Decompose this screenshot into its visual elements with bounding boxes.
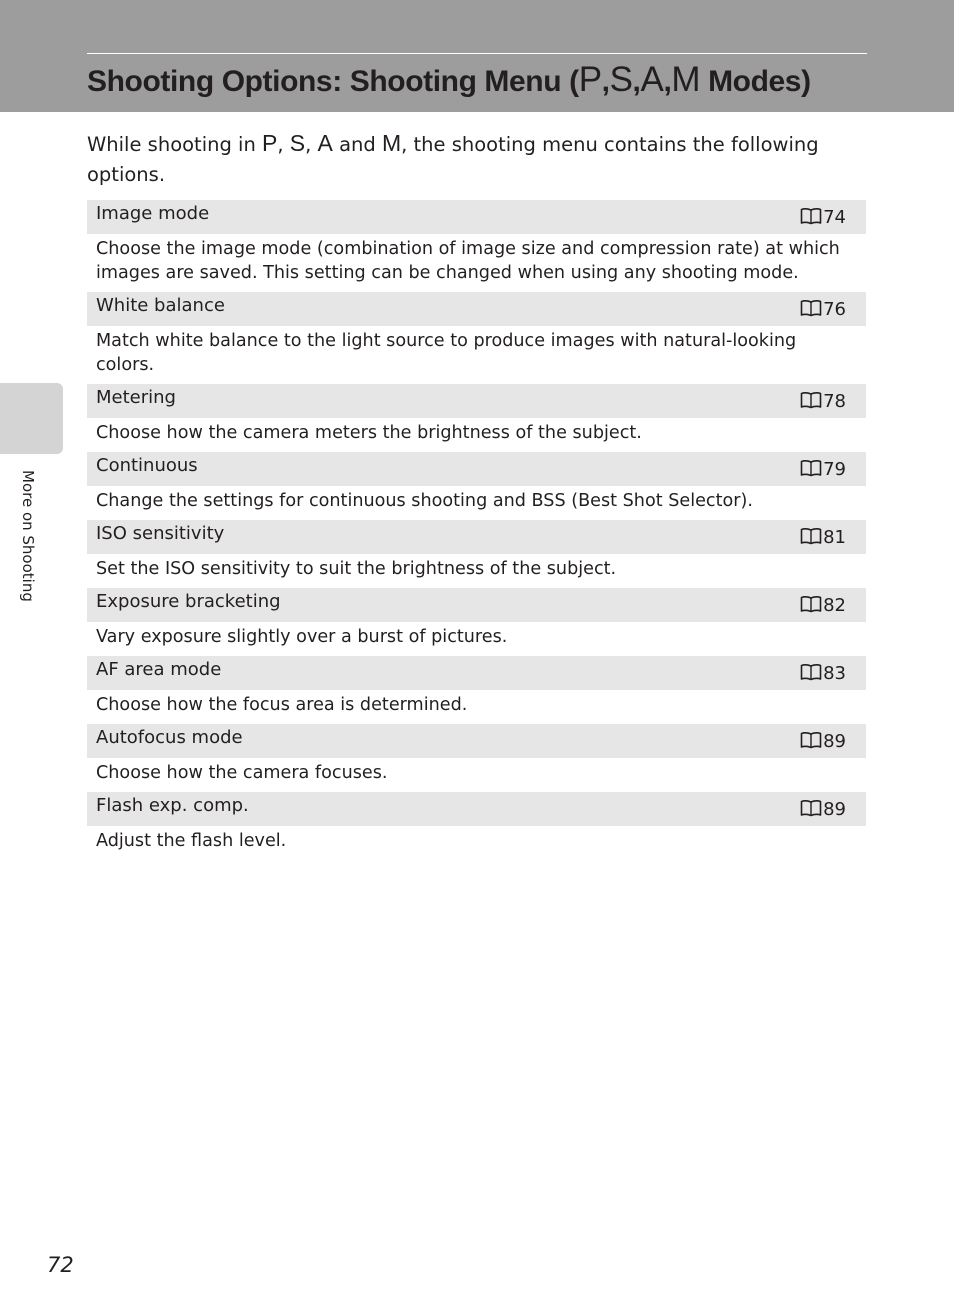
mode-s-symbol: S — [609, 60, 633, 99]
option-page-reference — [800, 457, 846, 482]
side-tab-label: More on Shooting — [19, 470, 37, 602]
option-page-reference — [800, 593, 846, 618]
book-reference-icon — [800, 207, 822, 225]
book-reference-icon — [800, 299, 822, 317]
option-row — [87, 724, 866, 758]
option-description: Set the ISO sensitivity to suit the brightness of the subject. — [96, 559, 617, 579]
option-row — [87, 452, 866, 486]
option-name: AF area mode — [96, 659, 222, 680]
book-reference-icon — [800, 391, 822, 409]
options-table — [87, 200, 866, 860]
book-reference-icon — [800, 595, 822, 613]
mode-p-symbol: P — [578, 60, 602, 99]
option-page-number: 78 — [823, 391, 846, 412]
option-name: Image mode — [96, 203, 210, 224]
option-name: Continuous — [96, 455, 198, 476]
option-description: Match white balance to the light source to produce images with natural-looking colors. — [96, 331, 797, 375]
option-description: Choose how the camera focuses. — [96, 763, 388, 783]
option-name: Metering — [96, 387, 176, 408]
option-row — [87, 200, 866, 234]
option-description: Vary exposure slightly over a burst of pictures. — [96, 627, 508, 647]
option-page-reference — [800, 297, 846, 322]
option-row — [87, 792, 866, 826]
header-band — [0, 0, 954, 112]
option-name: Flash exp. comp. — [96, 795, 249, 816]
option-description: Change the settings for continuous shooting and BSS (Best Shot Selector). — [96, 491, 753, 511]
book-reference-icon — [800, 459, 822, 477]
page-number: 72 — [47, 1253, 74, 1277]
option-page-reference — [800, 797, 846, 822]
option-page-number: 76 — [823, 299, 846, 320]
option-description: Choose how the camera meters the brightness of the subject. — [96, 423, 642, 443]
option-page-number: 81 — [823, 527, 846, 548]
title-prefix: Shooting Options: Shooting Menu ( — [87, 65, 579, 98]
option-page-number: 82 — [823, 595, 846, 616]
header-divider — [87, 53, 867, 54]
book-reference-icon — [800, 663, 822, 681]
intro-mode-p-symbol: P — [262, 130, 278, 156]
mode-m-symbol: M — [671, 60, 701, 99]
option-row — [87, 292, 866, 326]
option-page-reference — [800, 661, 846, 686]
intro-text-and: and — [332, 133, 382, 156]
option-row — [87, 656, 866, 690]
option-name: Exposure bracketing — [96, 591, 281, 612]
option-page-number: 74 — [823, 207, 846, 228]
option-description: Adjust the flash level. — [96, 831, 287, 851]
intro-text-rest: , the shooting menu contains the following options. — [87, 133, 819, 186]
option-page-number: 79 — [823, 459, 846, 480]
option-name: Autofocus mode — [96, 727, 243, 748]
page-title: Shooting Options: Shooting Menu (P,S,A,M Modes) — [87, 60, 811, 99]
book-reference-icon — [800, 731, 822, 749]
book-reference-icon — [800, 799, 822, 817]
option-page-number: 89 — [823, 731, 846, 752]
intro-text-lead: While shooting in — [87, 133, 263, 156]
side-tab — [0, 383, 63, 454]
option-page-number: 89 — [823, 799, 846, 820]
option-page-reference — [800, 205, 846, 230]
option-name: White balance — [96, 295, 225, 316]
book-reference-icon — [800, 527, 822, 545]
option-name: ISO sensitivity — [96, 523, 225, 544]
title-suffix: Modes) — [700, 65, 811, 98]
option-page-reference — [800, 729, 846, 754]
option-page-reference — [800, 389, 846, 414]
option-page-number: 83 — [823, 663, 846, 684]
mode-a-symbol: A — [640, 60, 664, 99]
option-row — [87, 384, 866, 418]
intro-mode-a-symbol: A — [317, 130, 333, 156]
intro-paragraph: While shooting in P, S, A and M, the shooting menu contains the following options. — [87, 130, 819, 186]
intro-mode-m-symbol: M — [381, 130, 402, 156]
intro-mode-s-symbol: S — [289, 130, 306, 156]
option-description: Choose how the focus area is determined. — [96, 695, 468, 715]
option-description: Choose the image mode (combination of image size and compression rate) at which images are saved. This setting can be changed when using any shooting mode. — [96, 239, 840, 283]
option-row — [87, 520, 866, 554]
option-row — [87, 588, 866, 622]
option-page-reference — [800, 525, 846, 550]
